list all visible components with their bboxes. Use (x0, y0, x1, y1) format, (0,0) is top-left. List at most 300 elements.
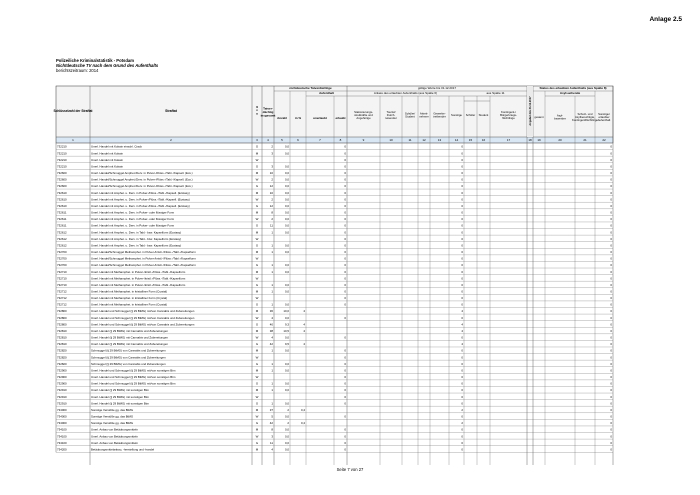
row-value-col-22: 0 (610, 223, 612, 228)
row-value-col-4: 3 (271, 151, 273, 156)
row-gvu: M (255, 151, 259, 156)
row-schluessel: 734100 (57, 440, 67, 445)
row-schluessel: 732820 (57, 348, 67, 353)
row-value-col-14: 0 (461, 151, 463, 156)
row-schluessel: 732610 (57, 197, 67, 202)
row-value-col-8: 0 (344, 296, 346, 301)
row-value-col-4: 38 (269, 328, 273, 333)
row-value-col-8: 0 (344, 289, 346, 294)
row-value-col-14: 0 (461, 210, 463, 215)
row-schluessel: 732910 (57, 401, 67, 406)
row-value-col-14: 0 (461, 394, 463, 399)
row-value-col-8: 0 (344, 348, 346, 353)
row-straftat: Sonstige Verstöße gg. das BtMG (91, 421, 134, 426)
row-value-col-14: 4 (461, 309, 463, 314)
row-value-col-5: 0,0 (284, 243, 289, 248)
row-schluessel: 732900 (57, 375, 67, 380)
row-value-col-5: 10,5 (283, 328, 289, 333)
column-number: 18 (528, 137, 532, 142)
row-gvu: W (255, 434, 259, 439)
row-value-col-14: 0 (461, 190, 463, 195)
row-value-col-14: 0 (461, 171, 463, 176)
header-tatverdaechtig: Tatver-dächtig insgesamt (260, 106, 276, 118)
row-value-col-22: 0 (610, 197, 612, 202)
row-value-col-22: 0 (610, 243, 612, 248)
row-value-col-8: 0 (344, 197, 346, 202)
row-value-col-5: 9,5 (284, 342, 289, 347)
row-schluessel: 732611 (57, 223, 67, 228)
header-in-prozent: in % (294, 116, 302, 120)
row-straftat: Unerl. Anbau von Betäubungsmitteln (91, 440, 138, 445)
row-value-col-4: 11 (269, 440, 273, 445)
header-straftat: Straftat (165, 109, 177, 113)
row-value-col-22: 0 (610, 421, 612, 426)
row-value-col-22: 0 (610, 440, 612, 445)
row-value-col-14: 0 (461, 302, 463, 307)
row-value-col-4: 4 (271, 335, 273, 340)
header-nichtdeutsche: nichtdeutsche Tatverdächtige (289, 86, 332, 90)
row-gvu: W (255, 335, 259, 340)
row-schluessel: 732810 (57, 335, 67, 340)
row-straftat: Unerl. Handel mit Amphet. u. Derv. in Tabl.- bzw. Kapselform (Ecstasy) (91, 236, 182, 241)
row-value-col-5: 0,0 (284, 361, 289, 366)
row-value-col-4: 10 (269, 190, 273, 195)
row-value-col-4: 1 (271, 302, 273, 307)
row-straftat: Unerl. Handel/Schmuggel Amphet./Derv. in Pulver-/Flüss.-/Tabl.-/Kapsell. (Ecs.) (91, 171, 193, 176)
row-value-col-8: 0 (344, 203, 346, 208)
row-value-col-5: 0,0 (284, 203, 289, 208)
row-value-col-22: 0 (610, 401, 612, 406)
row-gvu: G (255, 440, 259, 445)
row-value-col-22: 0 (610, 256, 612, 261)
row-value-col-22: 0 (610, 269, 612, 274)
row-straftat: Unerl. Handel mit Kokain einschl. Crack (91, 144, 142, 149)
row-value-col-22: 0 (610, 190, 612, 195)
row-value-col-8: 0 (344, 250, 346, 255)
row-value-col-4: 1 (271, 361, 273, 366)
row-schluessel: 732600 (57, 177, 67, 182)
row-value-col-4: 42 (269, 421, 273, 426)
row-value-col-4: 12 (269, 184, 273, 189)
row-value-col-5: 0,0 (284, 263, 289, 268)
row-value-col-14: 0 (461, 282, 463, 287)
column-number: 4 (267, 137, 269, 142)
row-value-col-8: 0 (344, 171, 346, 176)
column-number: 2 (170, 137, 172, 142)
row-value-col-4: 40 (269, 322, 273, 327)
row-value-col-4: 1 (271, 368, 273, 373)
row-value-col-8: 0 (344, 401, 346, 406)
column-number: 19 (537, 137, 541, 142)
row-straftat: Schmuggel (§ 29 BtMG) von Cannabis und Zubereitungen (91, 361, 166, 366)
row-value-col-14: 0 (461, 388, 463, 393)
row-value-col-5: 0,0 (284, 289, 289, 294)
row-schluessel: 732800 (57, 309, 67, 314)
row-straftat: Unerl. Handel mit Methamphet. in kristalliner Form (Crystal) (91, 296, 168, 301)
header-gvu: g v u (256, 104, 258, 116)
row-value-col-22: 0 (610, 368, 612, 373)
row-gvu: G (255, 164, 259, 169)
row-value-col-5: 0,0 (284, 230, 289, 235)
row-value-col-5: 0,0 (284, 282, 289, 287)
row-value-col-4: 36 (269, 309, 273, 314)
row-value-col-4: 1 (271, 230, 273, 235)
row-value-col-5: 0,0 (284, 434, 289, 439)
row-straftat: Betäubungsmittelanbau, -herstellung und -handel (91, 447, 155, 452)
row-gvu: M (255, 210, 259, 215)
row-value-col-14: 0 (461, 375, 463, 380)
row-gvu: G (255, 421, 259, 426)
column-number: 6 (297, 137, 299, 142)
row-gvu: G (255, 361, 259, 366)
row-schluessel: 732800 (57, 322, 67, 327)
row-value-col-5: 0,0 (284, 197, 289, 202)
row-straftat: Unerl. Handel (§ 29 BtMG) mit Cannabis und Zubereitungen (91, 342, 168, 347)
row-value-col-22: 0 (610, 210, 612, 215)
header-arbeitnehmer: Arbeit-nehmer (419, 111, 429, 119)
row-value-col-4: 8 (271, 210, 273, 215)
row-straftat: Unerl. Handel mit Methamphet. in Pulver-/kristl.-/Flüss.-/Tabl.-/Kapselform (91, 282, 186, 287)
row-gvu: M (255, 230, 259, 235)
row-value-col-22: 0 (610, 447, 612, 452)
row-value-col-14: 0 (461, 355, 463, 360)
row-value-col-22: 0 (610, 375, 612, 380)
row-value-col-8: 0 (344, 315, 346, 320)
header-stationierung: Stationierungs-streitkräfte und Angehörige (354, 109, 373, 121)
row-value-col-5: 10,0 (283, 309, 289, 314)
row-value-col-4: 10 (269, 171, 273, 176)
row-value-col-8: 0 (344, 157, 346, 162)
row-value-col-8: 0 (344, 223, 346, 228)
row-gvu: W (255, 157, 259, 162)
column-number: 12 (422, 137, 426, 142)
row-value-col-22: 0 (610, 381, 612, 386)
row-value-col-14: 0 (461, 401, 463, 406)
row-gvu: W (255, 394, 259, 399)
row-value-col-5: 0,0 (284, 210, 289, 215)
row-value-col-14: 0 (461, 447, 463, 452)
row-value-col-14: 0 (461, 348, 463, 353)
row-value-col-14: 0 (461, 203, 463, 208)
row-value-col-22: 0 (610, 361, 612, 366)
row-schluessel: 732910 (57, 394, 67, 399)
row-schluessel: 732700 (57, 263, 67, 268)
row-straftat: Unerl. Handel (§ 29 BtMG) mit sonstigen Btm (91, 401, 149, 406)
header-asylsuchende: Asylsuchende (559, 91, 581, 95)
row-straftat: Unerl. Handel mit Kokain (91, 151, 123, 156)
row-schluessel: 732700 (57, 250, 67, 255)
row-value-col-14: 0 (461, 368, 463, 373)
row-value-col-5: 0,0 (284, 381, 289, 386)
row-value-col-14: 0 (461, 223, 463, 228)
row-value-col-4: 3 (271, 434, 273, 439)
column-number: 1 (72, 137, 74, 142)
row-value-col-22: 0 (610, 342, 612, 347)
row-gvu: M (255, 388, 259, 393)
row-value-col-5: 0,0 (284, 335, 289, 340)
annex-label: Anlage 2.5 (649, 16, 682, 23)
column-number: 3 (256, 137, 258, 142)
column-number: 21 (583, 137, 587, 142)
row-value-col-5: 9,3 (284, 322, 289, 327)
row-straftat: Unerl. Handel und Schmuggel (§ 29 BtMG) mit/von sonstigen Btm (91, 375, 176, 380)
row-value-col-5: 2 (287, 421, 289, 426)
row-value-col-22: 0 (610, 144, 612, 149)
row-value-col-14: 4 (461, 322, 463, 327)
row-value-col-22: 0 (610, 302, 612, 307)
row-value-col-5: 0,0 (284, 401, 289, 406)
column-number: 16 (481, 137, 486, 142)
row-value-col-4: 4 (271, 315, 273, 320)
row-value-col-22: 0 (610, 276, 612, 281)
row-schluessel: 732710 (57, 269, 67, 274)
row-straftat: Schmuggel (§ 29 BtMG) von Cannabis und Zubereitungen (91, 355, 166, 360)
header-anzahl: Anzahl (277, 116, 287, 120)
row-schluessel: 734100 (57, 434, 67, 439)
row-gvu: G (255, 184, 259, 189)
row-value-col-14: 2 (461, 407, 463, 412)
row-value-col-5: 0,0 (284, 151, 289, 156)
row-value-col-14: 0 (461, 230, 463, 235)
period-label: berichtszeitraum: (56, 68, 88, 74)
row-schluessel: 732820 (57, 361, 67, 366)
row-gvu: W (255, 414, 259, 419)
row-value-col-8: 0 (344, 243, 346, 248)
row-value-col-22: 0 (610, 171, 612, 176)
row-schluessel: 732810 (57, 328, 67, 333)
row-value-col-8: 0 (344, 164, 346, 169)
row-value-col-14: 0 (461, 197, 463, 202)
row-straftat: Unerl. Handel und Schmuggel (§ 29 BtMG) mit/von Cannabis und Zubereitungen (91, 322, 195, 327)
row-value-col-8: 0 (344, 190, 346, 195)
column-number: 7 (319, 137, 321, 142)
row-value-col-22: 0 (610, 315, 612, 320)
row-schluessel: 732800 (57, 315, 67, 320)
row-gvu: G (255, 302, 259, 307)
row-straftat: Unerl. Handel mit Amphet. u. Derv. in Pulver-/Flüss.-/Tabl.-/Kapsell. (Ecstasy) (91, 197, 190, 202)
header-sonstige: Sonstige (451, 113, 462, 117)
row-value-col-8: 0 (344, 217, 346, 222)
row-value-col-14: 0 (461, 263, 463, 268)
row-value-col-8: 0 (344, 236, 346, 241)
row-straftat: Unerl. Handel mit Methamphet. in Pulver-/kristl.-/Flüss.-/Tabl.-/Kapselform (91, 276, 186, 281)
row-value-col-22: 0 (610, 263, 612, 268)
row-gvu: M (255, 289, 259, 294)
row-value-col-8: 0 (344, 144, 346, 149)
row-value-col-6: 4 (303, 328, 305, 333)
row-value-col-6: 0,4 (300, 407, 305, 412)
row-schluessel: 732612 (57, 230, 67, 235)
row-value-col-4: 1 (271, 250, 273, 255)
row-value-col-14: 0 (461, 315, 463, 320)
row-gvu: M (255, 171, 259, 176)
row-gvu: M (255, 328, 259, 333)
row-schluessel: 732900 (57, 381, 67, 386)
row-schluessel: 734000 (57, 407, 67, 412)
row-straftat: Unerl. Handel (§ 29 BtMG) mit Cannabis und Zubereitungen (91, 328, 168, 333)
row-schluessel: 732810 (57, 342, 67, 347)
row-value-col-22: 0 (610, 388, 612, 393)
row-gvu: M (255, 348, 259, 353)
header-gesamt: gesamt (534, 115, 544, 119)
row-schluessel: 732710 (57, 282, 67, 287)
row-value-col-14: 4 (461, 328, 463, 333)
row-straftat: Unerl. Handel (§ 29 BtMG) mit sonstigen Btm (91, 394, 149, 399)
row-straftat: Sonstige Verstöße gg. das BtMG (91, 407, 134, 412)
row-value-col-22: 0 (610, 282, 612, 287)
row-gvu: G (255, 223, 259, 228)
row-value-col-5: 2 (287, 407, 289, 412)
row-value-col-8: 0 (344, 447, 346, 452)
row-value-col-22: 0 (610, 296, 612, 301)
row-value-col-14: 4 (461, 342, 463, 347)
row-gvu: W (255, 355, 259, 360)
period-value: 2014 (89, 68, 99, 74)
row-value-col-4: 1 (271, 269, 273, 274)
row-gvu: W (255, 197, 259, 202)
row-value-col-4: 2 (271, 217, 273, 222)
row-gvu: G (255, 282, 259, 287)
row-schluessel: 732611 (57, 217, 67, 222)
row-value-col-6: 4 (303, 342, 305, 347)
row-value-col-22: 0 (610, 322, 612, 327)
row-value-col-6: 4 (303, 309, 305, 314)
row-value-col-4: 12 (269, 203, 273, 208)
header-schueler-student: Schüler/ Student (404, 111, 416, 119)
row-value-col-22: 0 (610, 414, 612, 419)
row-value-col-22: 0 (610, 348, 612, 353)
row-value-col-8: 0 (344, 335, 346, 340)
row-schluessel: 732210 (57, 151, 67, 156)
header-status: Status des erlaubten Aufenthalts (aus Spalte 8) (539, 86, 607, 90)
row-value-col-5: 0,0 (284, 368, 289, 373)
row-gvu: M (255, 309, 259, 314)
row-value-col-14: 0 (461, 157, 463, 162)
row-value-col-22: 0 (610, 427, 612, 432)
row-value-col-14: 0 (461, 217, 463, 222)
row-value-col-22: 0 (610, 177, 612, 182)
row-value-col-8: 0 (344, 381, 346, 386)
row-value-col-4: 42 (269, 342, 273, 347)
row-straftat: Unerl. Handel mit Amphet. u. Derv. in Pulver-/Flüss.-/Tabl.-/Kapsell. (Ecstasy) (91, 190, 190, 195)
row-straftat: Unerl. Handel mit Methamphet. in kristalliner Form (Crystal) (91, 302, 168, 307)
row-schluessel: 732610 (57, 190, 67, 195)
row-schluessel: 734200 (57, 447, 67, 452)
row-value-col-4: 1 (271, 282, 273, 287)
row-gvu: W (255, 177, 259, 182)
row-straftat: Unerl. Handel mit Amphet. u. Derv. in Tabl.- bzw. Kapselform (Ecstasy) (91, 230, 182, 235)
row-value-col-4: 8 (271, 427, 273, 432)
column-number: 11 (408, 137, 412, 142)
row-value-col-14: 0 (461, 269, 463, 274)
row-value-col-4: 2 (271, 144, 273, 149)
row-value-col-6: 4 (303, 322, 305, 327)
row-straftat: Unerl. Handel und Schmuggel (§ 29 BtMG) mit/von Cannabis und Zubereitungen (91, 309, 195, 314)
row-schluessel: 734000 (57, 414, 67, 419)
row-schluessel: 732820 (57, 355, 67, 360)
row-gvu: M (255, 427, 259, 432)
row-schluessel: 732610 (57, 203, 67, 208)
header-gewerbe: Gewerbe-treibender (433, 111, 446, 119)
row-straftat: Unerl. Handel (§ 29 BtMG) mit sonstigen Btm (91, 388, 149, 393)
row-value-col-14: 0 (461, 250, 463, 255)
row-value-col-22: 0 (610, 157, 612, 162)
row-straftat: Schmuggel (§ 29 BtMG) von Cannabis und Zubereitungen (91, 348, 166, 353)
header-student: Student (478, 113, 489, 117)
row-value-col-14: 0 (461, 236, 463, 241)
column-number: 15 (468, 137, 473, 142)
column-number: 20 (558, 137, 562, 142)
row-value-col-4: 11 (269, 223, 273, 228)
row-value-col-5: 0,0 (284, 414, 289, 419)
row-value-col-4: 1 (271, 388, 273, 393)
row-schluessel: 732611 (57, 210, 67, 215)
row-straftat: Unerl. Anbau von Betäubungsmitteln (91, 434, 138, 439)
header-schueler: Schüler (465, 113, 476, 117)
row-straftat: Unerl. Handel mit Kokain (91, 164, 123, 169)
row-value-col-8: 0 (344, 184, 346, 189)
row-value-col-5: 0,0 (284, 388, 289, 393)
row-straftat: Unerl. Handel mit Amphet. u. Derv. in Pulver- oder flüssiger Form (91, 210, 175, 215)
row-gvu: M (255, 250, 259, 255)
row-straftat: Unerl. Handel (§ 29 BtMG) mit Cannabis und Zubereitungen (91, 335, 168, 340)
row-value-col-8: 0 (344, 230, 346, 235)
row-value-col-22: 0 (610, 394, 612, 399)
row-value-col-5: 0,0 (284, 440, 289, 445)
row-value-col-8: 0 (344, 282, 346, 287)
row-gvu: G (255, 322, 259, 327)
row-schluessel: 732712 (57, 296, 67, 301)
row-value-col-22: 0 (610, 355, 612, 360)
row-value-col-22: 0 (610, 250, 612, 255)
row-value-col-14: 0 (461, 164, 463, 169)
row-straftat: Unerl. Anbau von Betäubungsmitteln (91, 427, 138, 432)
row-gvu: G (255, 144, 259, 149)
row-gvu: G (255, 381, 259, 386)
row-value-col-14: 0 (461, 276, 463, 281)
row-value-col-5: 0,0 (284, 269, 289, 274)
row-value-col-8: 0 (344, 394, 346, 399)
row-value-col-8: 0 (344, 302, 346, 307)
row-gvu: W (255, 256, 259, 261)
row-value-col-8: 0 (344, 269, 346, 274)
row-straftat: Sonstige Verstöße gg. das BtMG (91, 414, 134, 419)
row-value-col-5: 0,0 (284, 348, 289, 353)
row-value-col-6: 0,4 (300, 421, 305, 426)
row-value-col-14: 0 (461, 381, 463, 386)
row-gvu: W (255, 296, 259, 301)
row-value-col-4: 1 (271, 289, 273, 294)
row-gvu: W (255, 315, 259, 320)
header-tourist: Tourist/ Durch-reisender (385, 109, 397, 121)
row-value-col-14: 0 (461, 289, 463, 294)
row-value-col-8: 0 (344, 414, 346, 419)
row-gvu: G (255, 401, 259, 406)
row-value-col-4: 37 (269, 407, 273, 412)
row-straftat: Unerl. Handel mit Amphet. u. Derv. in Tabl.- bzw. Kapselform (Ecstasy) (91, 243, 182, 248)
column-number: 9 (362, 137, 365, 142)
row-gvu: M (255, 190, 259, 195)
header-aus-spalte-11: aus Spalte 11 (486, 91, 505, 95)
row-value-col-5: 0,0 (284, 315, 289, 320)
row-straftat: Unerl. Handel mit Methamphet. in kristalliner Form (Crystal) (91, 289, 168, 294)
column-number: 13 (437, 137, 442, 142)
row-straftat: Unerl. Handel/Schmuggel Amphet./Derv. in Pulver-/Flüss.-/Tabl.-/Kapsell. (Ecs.) (91, 177, 193, 182)
row-value-col-8: 0 (344, 355, 346, 360)
row-value-col-8: 0 (344, 368, 346, 373)
row-straftat: Unerl. Handel und Schmuggel (§ 29 BtMG) mit/von Cannabis und Zubereitungen (91, 315, 195, 320)
row-value-col-14: 0 (461, 335, 463, 340)
